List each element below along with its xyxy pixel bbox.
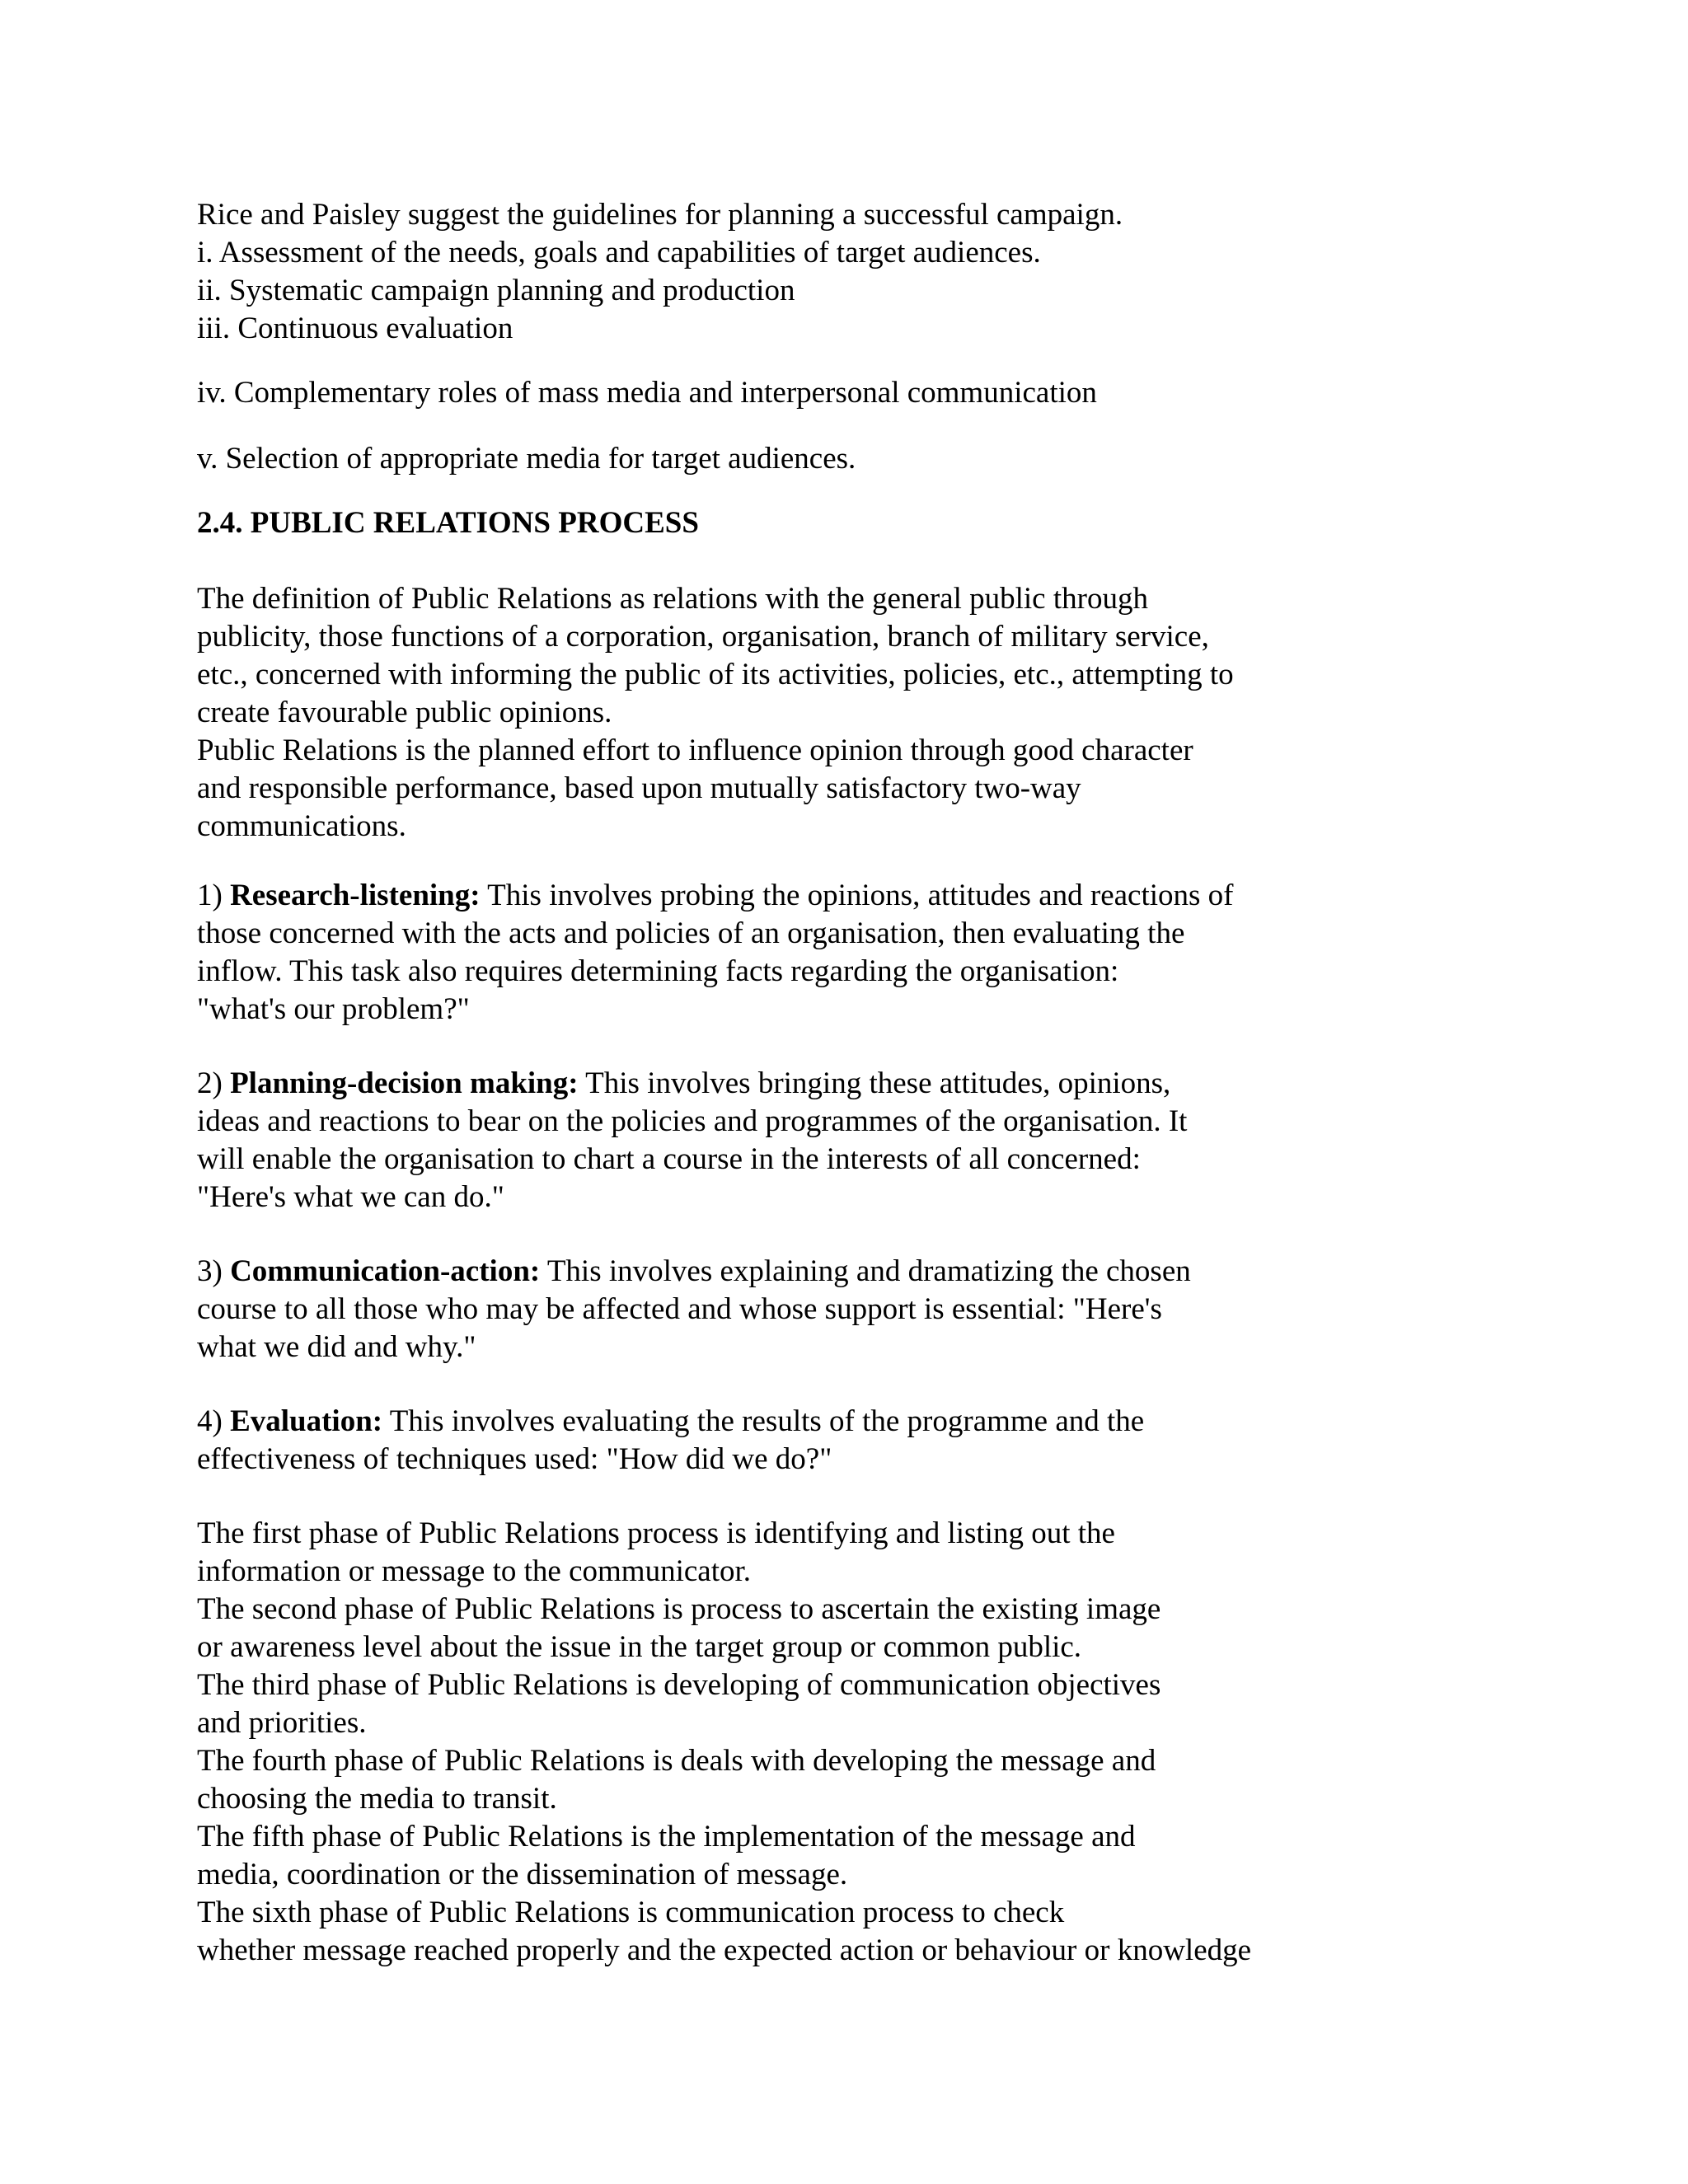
step-text: This involves bringing these attitudes, opinions, (578, 1066, 1171, 1100)
step-1-line: inflow. This task also requires determining facts regarding the organisation: (197, 954, 1119, 988)
phase-line: whether message reached properly and the expected action or behaviour or knowledge (197, 1933, 1252, 1967)
definition-line: create favourable public opinions. (197, 696, 612, 729)
definition-line: etc., concerned with informing the public of its activities, policies, etc., attempting to (197, 658, 1234, 691)
guideline-item-3: iii. Continuous evaluation (197, 312, 513, 345)
step-text: This involves explaining and dramatizing the chosen (540, 1254, 1191, 1288)
definition-line: and responsible performance, based upon mutually satisfactory two-way (197, 771, 1081, 805)
phase-line: The second phase of Public Relations is process to ascertain the existing image (197, 1592, 1161, 1626)
step-4-line: effectiveness of techniques used: "How did we do?" (197, 1442, 832, 1476)
step-title: Research-listening: (230, 879, 481, 912)
step-3-first-line (197, 1253, 1191, 1291)
guideline-item-4: iv. Complementary roles of mass media and interpersonal communication (197, 376, 1097, 410)
step-3-line: course to all those who may be affected and whose support is essential: "Here's (197, 1292, 1162, 1326)
phase-line: and priorities. (197, 1706, 367, 1740)
definition-line: publicity, those functions of a corporation, organisation, branch of military service, (197, 620, 1209, 654)
step-title: Planning-decision making: (230, 1066, 579, 1100)
step-2-first-line (197, 1065, 1170, 1103)
step-number: 3) (197, 1254, 223, 1288)
intro-line: Rice and Paisley suggest the guidelines for planning a successful campaign. (197, 198, 1123, 232)
phase-line: The fourth phase of Public Relations is deals with developing the message and (197, 1744, 1156, 1778)
step-1-line: "what's our problem?" (197, 992, 470, 1026)
phase-line: The third phase of Public Relations is developing of communication objectives (197, 1668, 1161, 1702)
section-heading: 2.4. PUBLIC RELATIONS PROCESS (197, 506, 699, 540)
step-3-line: what we did and why." (197, 1330, 476, 1364)
phase-line: or awareness level about the issue in the target group or common public. (197, 1630, 1082, 1664)
definition-line: Public Relations is the planned effort to influence opinion through good character (197, 733, 1193, 767)
step-1-line: those concerned with the acts and policies of an organisation, then evaluating the (197, 916, 1185, 950)
step-2-line: ideas and reactions to bear on the policies and programmes of the organisation. It (197, 1104, 1188, 1138)
phase-line: media, coordination or the dissemination of message. (197, 1858, 848, 1891)
phase-line: choosing the media to transit. (197, 1782, 557, 1816)
phase-line: The fifth phase of Public Relations is the implementation of the message and (197, 1820, 1136, 1854)
phase-line: The sixth phase of Public Relations is communication process to check (197, 1896, 1065, 1929)
step-number: 4) (197, 1404, 223, 1438)
step-text: This involves probing the opinions, attitudes and reactions of (480, 879, 1234, 912)
definition-line: communications. (197, 809, 406, 843)
step-1-first-line (197, 877, 1234, 915)
definition-line: The definition of Public Relations as relations with the general public through (197, 582, 1148, 616)
step-number: 1) (197, 879, 223, 912)
step-4-first-line (197, 1403, 1144, 1441)
step-number: 2) (197, 1066, 223, 1100)
guideline-item-5: v. Selection of appropriate media for target audiences. (197, 442, 856, 476)
step-text: This involves evaluating the results of the programme and the (382, 1404, 1145, 1438)
phase-line: The first phase of Public Relations process is identifying and listing out the (197, 1516, 1115, 1550)
step-title: Evaluation: (230, 1404, 383, 1438)
guideline-item-2: ii. Systematic campaign planning and production (197, 274, 795, 307)
phase-line: information or message to the communicator. (197, 1554, 751, 1588)
step-2-line: will enable the organisation to chart a course in the interests of all concerned: (197, 1142, 1141, 1176)
step-2-line: "Here's what we can do." (197, 1180, 504, 1214)
guideline-item-1: i. Assessment of the needs, goals and capabilities of target audiences. (197, 236, 1041, 269)
step-title: Communication-action: (230, 1254, 541, 1288)
